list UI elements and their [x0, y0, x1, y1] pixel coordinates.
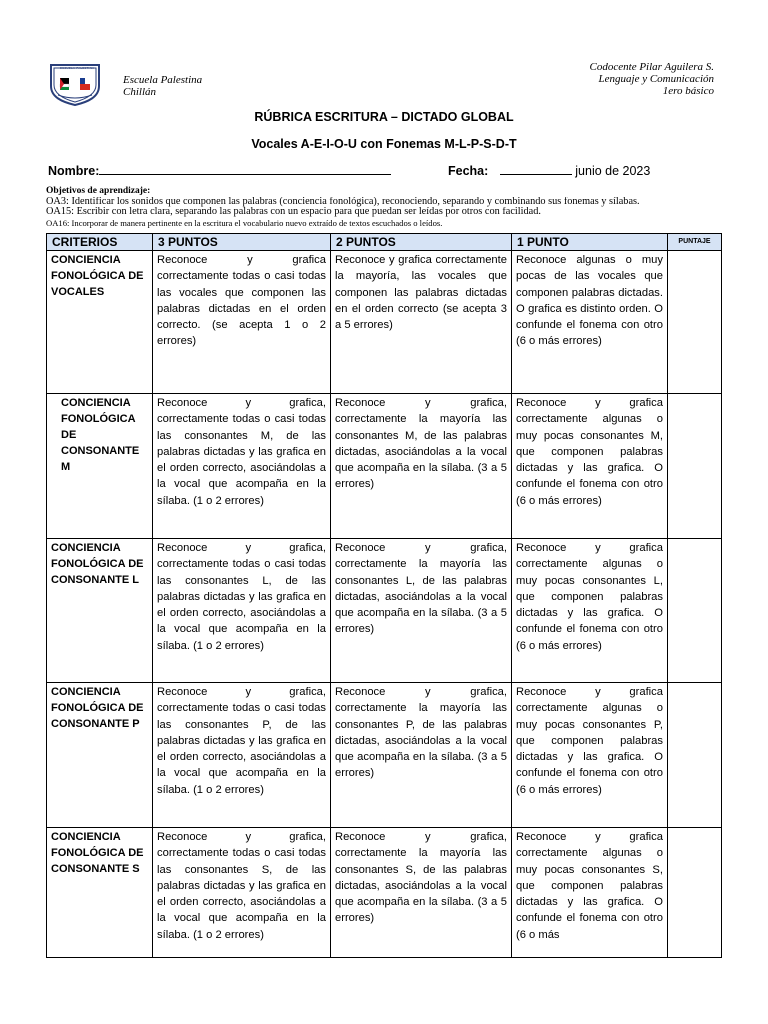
header-criterios: CRITERIOS	[47, 234, 153, 251]
logo-text: ESCUELA PALESTINA	[60, 66, 95, 70]
objective-item: OA16: Incorporar de manera pertinente en la escritura el vocabulario nuevo extraído de textos escuchados o leídos.	[46, 217, 443, 228]
puntaje-cell[interactable]	[668, 251, 722, 394]
teacher-info	[474, 61, 714, 97]
header-1-punto: 1 PUNTO	[512, 234, 668, 251]
header-puntaje: PUNTAJE	[668, 234, 722, 251]
name-field[interactable]	[48, 163, 391, 178]
objective-item: OA3: Identificar los sonidos que componen las palabras (conciencia fonológica), reconociendo, separando y combinando sus fonemas y sílabas.	[46, 196, 640, 207]
school-city: Chillán	[123, 86, 157, 98]
page-title: RÚBRICA ESCRITURA – DICTADO GLOBAL	[254, 110, 514, 124]
desc-1-punto: Reconoce y grafica correctamente algunas o muy pocas consonantes M, que componen palabras dictadas y las grafica. O confunde el fonema con otro (6 o más errores)	[512, 394, 668, 539]
teacher-name: Codocente Pilar Aguilera S.	[589, 61, 714, 73]
desc-3-puntos: Reconoce y grafica, correctamente todas o casi todas las consonantes S, de las palabras dictadas y las grafica en el orden correcto, asociándolas a la vocal que acompaña en la sílaba. (1 o 2 errores)	[153, 828, 331, 958]
date-line[interactable]	[500, 163, 572, 175]
desc-1-punto: Reconoce y grafica correctamente algunas o muy pocas consonantes L, que componen palabras dictadas y las grafica. O confunde el fonema con otro (6 o más errores)	[512, 539, 668, 683]
criterio-cell: CONCIENCIA FONOLÓGICA DE CONSONANTE L	[47, 539, 153, 683]
criterio-cell: CONCIENCIA FONOLÓGICA DE CONSONANTE M	[47, 394, 153, 539]
subject-name: Lenguaje y Comunicación	[598, 73, 714, 85]
name-line[interactable]	[99, 163, 391, 175]
desc-2-puntos: Reconoce y grafica, correctamente la mayoría las consonantes L, de las palabras dictadas, asociándolas a la vocal que acompaña en la sílaba. (3 a 5 errores)	[331, 539, 512, 683]
criterio-cell: CONCIENCIA FONOLÓGICA DE CONSONANTE S	[47, 828, 153, 958]
table-row	[47, 394, 722, 539]
table-header-row	[47, 234, 722, 251]
puntaje-cell[interactable]	[668, 683, 722, 828]
school-name: Escuela Palestina	[123, 74, 203, 86]
puntaje-cell[interactable]	[668, 394, 722, 539]
desc-2-puntos: Reconoce y grafica correctamente la mayoría, las vocales que componen las palabras dictadas en el orden correcto (se acepta 3 a 5 errores)	[331, 251, 512, 394]
criterio-cell: CONCIENCIA FONOLÓGICA DE VOCALES	[47, 251, 153, 394]
criterio-cell: CONCIENCIA FONOLÓGICA DE CONSONANTE P	[47, 683, 153, 828]
desc-3-puntos: Reconoce y grafica correctamente todas o casi todas las vocales que componen las palabras dictadas en el orden correcto. (se acepta 1 o 2 errores)	[153, 251, 331, 394]
date-label: Fecha:	[448, 164, 489, 178]
table-row	[47, 539, 722, 683]
page-subtitle: Vocales A-E-I-O-U con Fonemas M-L-P-S-D-T	[251, 137, 517, 151]
school-info	[123, 74, 202, 98]
desc-2-puntos: Reconoce y grafica, correctamente la mayoría las consonantes P, de las palabras dictadas, asociándolas a la vocal que acompaña en la sílaba. (3 a 5 errores)	[331, 683, 512, 828]
header-2-puntos: 2 PUNTOS	[331, 234, 512, 251]
name-label: Nombre:	[48, 164, 100, 178]
rubric-table	[46, 233, 722, 958]
table-row	[47, 683, 722, 828]
objectives	[46, 186, 736, 228]
date-suffix: junio de 2023	[575, 164, 651, 178]
header-3-puntos: 3 PUNTOS	[153, 234, 331, 251]
puntaje-cell[interactable]	[668, 539, 722, 683]
desc-1-punto: Reconoce algunas o muy pocas de las vocales que componen palabras dictadas. O grafica es distinto orden. O confunde el fonema con otro (6 o más errores)	[512, 251, 668, 394]
desc-2-puntos: Reconoce y grafica, correctamente la mayoría las consonantes M, de las palabras dictadas, asociándolas a la vocal que acompaña en la sílaba. (3 a 5 errores)	[331, 394, 512, 539]
desc-1-punto: Reconoce y grafica correctamente algunas o muy pocas consonantes S, que componen palabras dictadas y las grafica. O confunde el fonema con otro (6 o más	[512, 828, 668, 958]
desc-2-puntos: Reconoce y grafica, correctamente la mayoría las consonantes S, de las palabras dictadas, asociándolas a la vocal que acompaña en la sílaba. (3 a 5 errores)	[331, 828, 512, 958]
date-field[interactable]	[448, 163, 650, 178]
objectives-heading: Objetivos de aprendizaje:	[46, 186, 151, 196]
desc-1-punto: Reconoce y grafica correctamente algunas o muy pocas consonantes P, que componen palabras dictadas y las grafica. O confunde el fonema con otro (6 o más errores)	[512, 683, 668, 828]
desc-3-puntos: Reconoce y grafica, correctamente todas o casi todas las consonantes L, de las palabras dictadas y las grafica en el orden correcto, asociándolas a la vocal que acompaña en la sílaba. (1 o 2 errores)	[153, 539, 331, 683]
objective-item: OA15: Escribir con letra clara, separando las palabras con un espacio para que puedan ser leídas por otros con facilidad.	[46, 207, 541, 218]
desc-3-puntos: Reconoce y grafica, correctamente todas o casi todas las consonantes P, de las palabras dictadas y las grafica en el orden correcto, asociándolas a la vocal que acompaña en la sílaba. (1 o 2 errores)	[153, 683, 331, 828]
puntaje-cell[interactable]	[668, 828, 722, 958]
table-row	[47, 828, 722, 958]
desc-3-puntos: Reconoce y grafica, correctamente todas o casi todas las consonantes M, de las palabras dictadas y las grafica en el orden correcto, asociándolas a la vocal que acompaña en la sílaba. (1 o 2 errores)	[153, 394, 331, 539]
table-row	[47, 251, 722, 394]
grade-level: 1ero básico	[662, 85, 714, 97]
